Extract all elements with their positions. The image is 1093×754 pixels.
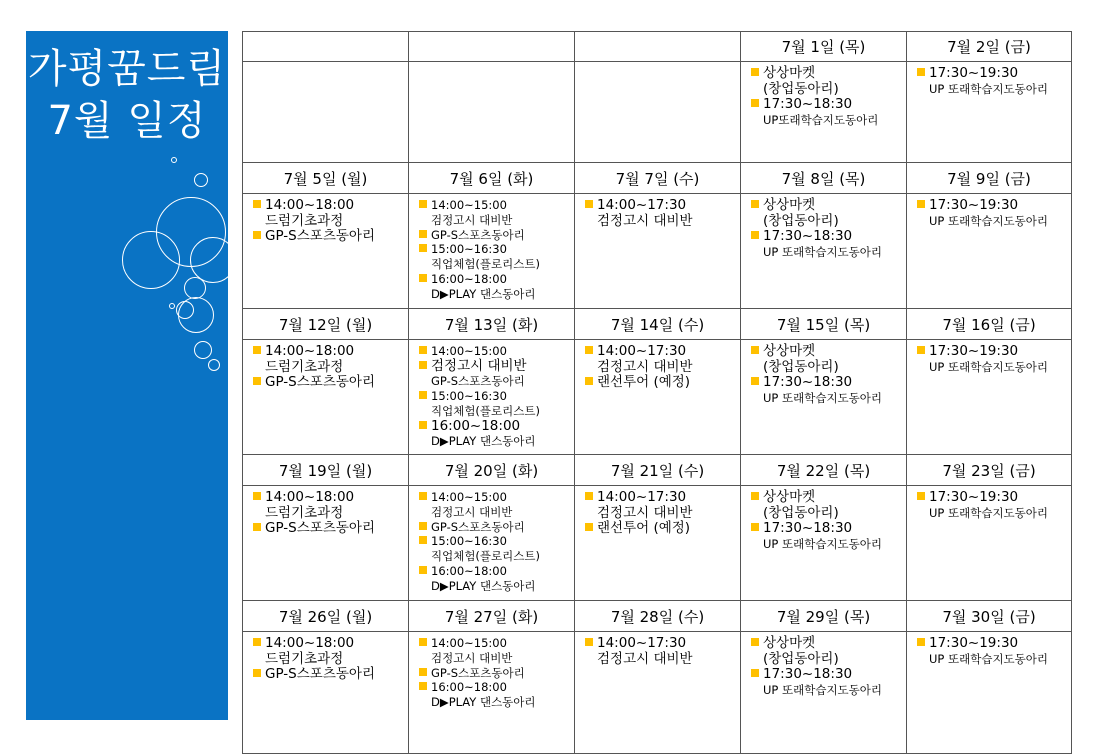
bullet-square-icon	[253, 638, 261, 646]
day-entries	[243, 340, 408, 391]
schedule-entry	[585, 214, 734, 230]
day-header-thu: 7월 1일 (목)	[741, 32, 907, 62]
day-header-wed	[575, 32, 741, 62]
bullet-square-icon	[253, 231, 261, 239]
schedule-entry	[253, 490, 402, 506]
day-entries	[575, 632, 740, 667]
day-entries	[575, 340, 740, 391]
entry-text: GP-S스포츠동아리	[431, 227, 525, 242]
schedule-entry	[751, 521, 900, 537]
entry-text: 직업체험(플로리스트)	[431, 257, 540, 272]
bullet-square-icon	[253, 200, 261, 208]
schedule-entry	[917, 344, 1065, 360]
schedule-entry	[751, 490, 900, 506]
bullet-square-icon	[419, 566, 427, 574]
bullet-square-icon	[917, 200, 925, 208]
entry-text: 상상마켓	[763, 197, 816, 213]
day-cell-fri	[907, 632, 1072, 754]
schedule-entry	[917, 214, 1065, 229]
bullet-square-icon	[751, 231, 759, 239]
entry-text: 16:00~18:00	[431, 563, 507, 578]
bullet-square-icon	[419, 522, 427, 530]
day-cell-thu	[741, 62, 907, 163]
schedule-entry	[419, 520, 568, 535]
bullet-square-icon	[751, 346, 759, 354]
bubble-decoration	[208, 359, 220, 371]
schedule-entry	[253, 344, 402, 360]
schedule-entry	[253, 521, 402, 537]
schedule-entry	[917, 66, 1065, 82]
day-cell-fri	[907, 486, 1072, 601]
day-header-wed: 7월 14일 (수)	[575, 309, 741, 340]
day-entries	[409, 632, 574, 710]
entry-text: 17:30~18:30	[763, 520, 853, 536]
day-entries	[741, 194, 906, 259]
schedule-entry	[419, 564, 568, 579]
day-entries	[741, 340, 906, 405]
entry-text: 17:30~18:30	[763, 96, 853, 112]
entry-text: GP-S스포츠동아리	[431, 519, 525, 534]
entry-text: 검정고시 대비반	[597, 504, 693, 521]
day-entries	[907, 486, 1071, 520]
entry-text: 17:30~19:30	[929, 343, 1019, 359]
schedule-entry	[751, 198, 900, 214]
bullet-square-icon	[751, 638, 759, 646]
week-header-row	[243, 309, 1072, 340]
title-line-1: 가평꿈드림	[27, 46, 227, 92]
schedule-entry	[917, 636, 1065, 652]
entry-text: 17:30~19:30	[929, 635, 1019, 651]
day-entries	[575, 62, 740, 66]
bullet-square-icon	[751, 200, 759, 208]
entry-text: 14:00~18:00	[265, 197, 355, 213]
bullet-square-icon	[419, 346, 427, 354]
schedule-entry	[917, 198, 1065, 214]
schedule-entry	[751, 537, 900, 552]
day-entries	[243, 632, 408, 683]
day-entries	[741, 486, 906, 551]
schedule-entry	[751, 113, 900, 128]
schedule-entry	[751, 667, 900, 683]
day-cell-mon	[243, 486, 409, 601]
day-header-mon: 7월 5일 (월)	[243, 163, 409, 194]
entry-text: 드럼기초과정	[265, 650, 344, 667]
bullet-square-icon	[419, 244, 427, 252]
schedule-entry	[253, 636, 402, 652]
day-cell-fri	[907, 62, 1072, 163]
schedule-entry	[419, 257, 568, 272]
schedule-entry	[751, 245, 900, 260]
schedule-entry	[751, 229, 900, 245]
entry-text: 14:00~15:00	[431, 198, 507, 212]
schedule-entry	[585, 344, 734, 360]
schedule-entry	[751, 82, 900, 98]
day-entries	[575, 194, 740, 229]
entry-text: 상상마켓	[763, 343, 816, 359]
entry-text: 검정고시 대비반	[597, 650, 693, 667]
day-header-mon: 7월 26일 (월)	[243, 601, 409, 632]
day-header-mon: 7월 12일 (월)	[243, 309, 409, 340]
schedule-entry	[751, 683, 900, 698]
schedule-entry	[751, 375, 900, 391]
entry-text: UP 또래학습지도동아리	[763, 536, 882, 551]
schedule-entry	[917, 360, 1065, 375]
entry-text: D▶PLAY 댄스동아리	[431, 695, 536, 710]
day-cell-thu	[741, 486, 907, 601]
week-content-row	[243, 62, 1072, 163]
week-content-row	[243, 632, 1072, 754]
entry-text: 17:30~18:30	[763, 374, 853, 390]
day-cell-mon	[243, 62, 409, 163]
calendar-table	[242, 31, 1072, 754]
schedule-entry	[585, 521, 734, 537]
schedule-entry	[419, 651, 568, 666]
day-header-fri: 7월 2일 (금)	[907, 32, 1072, 62]
bullet-square-icon	[917, 492, 925, 500]
bullet-square-icon	[253, 523, 261, 531]
entry-text: 상상마켓	[763, 489, 816, 505]
schedule-entry	[419, 374, 568, 389]
entry-text: 14:00~17:30	[597, 343, 687, 359]
day-cell-wed	[575, 486, 741, 601]
entry-text: 14:00~15:00	[431, 344, 507, 358]
schedule-entry	[419, 389, 568, 404]
entry-text: UP또래학습지도동아리	[763, 112, 879, 127]
entry-text: 검정고시 대비반	[431, 357, 527, 374]
day-entries	[907, 632, 1071, 666]
title-panel	[26, 31, 228, 720]
bullet-square-icon	[585, 492, 593, 500]
week-header-row	[243, 32, 1072, 62]
schedule-entry	[253, 652, 402, 668]
entry-text: 15:00~16:30	[431, 242, 507, 257]
schedule-entry	[419, 490, 568, 505]
schedule-entry	[419, 534, 568, 549]
schedule-entry	[751, 214, 900, 230]
day-entries	[741, 62, 906, 127]
day-header-wed: 7월 21일 (수)	[575, 455, 741, 486]
day-header-fri: 7월 30일 (금)	[907, 601, 1072, 632]
day-cell-mon	[243, 340, 409, 455]
entry-text: 드럼기초과정	[265, 212, 344, 229]
schedule-entry	[917, 490, 1065, 506]
day-header-fri: 7월 23일 (금)	[907, 455, 1072, 486]
entry-text: 16:00~18:00	[431, 680, 507, 695]
day-entries	[243, 194, 408, 245]
schedule-entry	[253, 360, 402, 376]
day-header-tue: 7월 20일 (화)	[409, 455, 575, 486]
day-entries	[741, 632, 906, 697]
entry-text: 랜선투어 (예정)	[597, 520, 691, 536]
day-entries	[409, 194, 574, 302]
entry-text: D▶PLAY 댄스동아리	[431, 578, 536, 593]
schedule-entry	[419, 359, 568, 375]
entry-text: 검정고시 대비반	[431, 212, 513, 227]
entry-text: 15:00~16:30	[431, 389, 507, 404]
schedule-entry	[751, 97, 900, 113]
bubble-decoration	[178, 297, 214, 333]
schedule-entry	[419, 242, 568, 257]
day-header-thu: 7월 15일 (목)	[741, 309, 907, 340]
schedule-entry	[585, 198, 734, 214]
entry-text: GP-S스포츠동아리	[265, 520, 375, 536]
entry-text: 검정고시 대비반	[431, 504, 513, 519]
schedule-entry	[585, 375, 734, 391]
schedule-entry	[585, 636, 734, 652]
schedule-entry	[419, 505, 568, 520]
schedule-entry	[751, 344, 900, 360]
entry-text: (창업동아리)	[763, 212, 839, 229]
entry-text: (창업동아리)	[763, 358, 839, 375]
schedule-entry	[419, 272, 568, 287]
bullet-square-icon	[917, 638, 925, 646]
bullet-square-icon	[751, 68, 759, 76]
entry-text: 14:00~17:30	[597, 489, 687, 505]
bullet-square-icon	[751, 99, 759, 107]
day-entries	[243, 486, 408, 537]
entry-text: 17:30~18:30	[763, 228, 853, 244]
bullet-square-icon	[419, 536, 427, 544]
bullet-square-icon	[585, 200, 593, 208]
entry-text: 직업체험(플로리스트)	[431, 403, 540, 418]
bullet-square-icon	[253, 492, 261, 500]
day-cell-wed	[575, 340, 741, 455]
bullet-square-icon	[419, 421, 427, 429]
bubble-decoration	[194, 341, 212, 359]
entry-text: 14:00~18:00	[265, 635, 355, 651]
entry-text: 검정고시 대비반	[597, 358, 693, 375]
day-entries	[907, 62, 1071, 96]
day-cell-wed	[575, 62, 741, 163]
day-cell-tue	[409, 632, 575, 754]
schedule-entry	[419, 695, 568, 710]
schedule-entry	[419, 404, 568, 419]
entry-text: (창업동아리)	[763, 504, 839, 521]
entry-text: UP 또래학습지도동아리	[929, 505, 1048, 520]
entry-text: UP 또래학습지도동아리	[929, 651, 1048, 666]
day-cell-thu	[741, 194, 907, 309]
entry-text: GP-S스포츠동아리	[265, 374, 375, 390]
schedule-entry	[419, 434, 568, 449]
day-cell-mon	[243, 632, 409, 754]
bullet-square-icon	[751, 377, 759, 385]
schedule-entry	[253, 506, 402, 522]
schedule-entry	[419, 419, 568, 435]
week-content-row	[243, 486, 1072, 601]
schedule-entry	[419, 228, 568, 243]
entry-text: 상상마켓	[763, 635, 816, 651]
day-header-fri: 7월 9일 (금)	[907, 163, 1072, 194]
day-header-mon	[243, 32, 409, 62]
entry-text: 직업체험(플로리스트)	[431, 549, 540, 564]
entry-text: 14:00~18:00	[265, 343, 355, 359]
schedule-entry	[419, 287, 568, 302]
entry-text: GP-S스포츠동아리	[265, 228, 375, 244]
day-entries	[907, 340, 1071, 374]
bubble-decoration	[171, 157, 177, 163]
entry-text: GP-S스포츠동아리	[431, 374, 525, 389]
bullet-square-icon	[419, 492, 427, 500]
bullet-square-icon	[419, 274, 427, 282]
entry-text: GP-S스포츠동아리	[265, 666, 375, 682]
schedule-entry	[751, 506, 900, 522]
schedule-entry	[751, 66, 900, 82]
bubble-decoration	[184, 277, 206, 299]
schedule-entry	[419, 213, 568, 228]
schedule-entry	[253, 375, 402, 391]
schedule-entry	[751, 360, 900, 376]
entry-text: 상상마켓	[763, 65, 816, 81]
day-header-mon: 7월 19일 (월)	[243, 455, 409, 486]
bubble-decoration	[169, 303, 175, 309]
entry-text: 16:00~18:00	[431, 417, 521, 434]
day-header-tue: 7월 13일 (화)	[409, 309, 575, 340]
bullet-square-icon	[585, 346, 593, 354]
bullet-square-icon	[917, 346, 925, 354]
schedule-entry	[419, 579, 568, 594]
schedule-entry	[419, 198, 568, 213]
week-header-row	[243, 455, 1072, 486]
entry-text: UP 또래학습지도동아리	[763, 390, 882, 405]
page-title	[26, 43, 228, 147]
entry-text: 드럼기초과정	[265, 358, 344, 375]
schedule-entry	[751, 391, 900, 406]
schedule-entry	[917, 652, 1065, 667]
entry-text: 14:00~17:30	[597, 635, 687, 651]
bullet-square-icon	[253, 377, 261, 385]
day-header-tue: 7월 27일 (화)	[409, 601, 575, 632]
entry-text: D▶PLAY 댄스동아리	[431, 286, 536, 301]
bullet-square-icon	[253, 669, 261, 677]
day-cell-tue	[409, 486, 575, 601]
bullet-square-icon	[585, 638, 593, 646]
schedule-entry	[585, 652, 734, 668]
schedule-entry	[253, 229, 402, 245]
entry-text: 드럼기초과정	[265, 504, 344, 521]
schedule-entry	[751, 652, 900, 668]
schedule-entry	[253, 667, 402, 683]
day-cell-thu	[741, 340, 907, 455]
day-cell-thu	[741, 632, 907, 754]
schedule-entry	[253, 214, 402, 230]
week-header-row	[243, 163, 1072, 194]
entry-text: UP 또래학습지도동아리	[763, 244, 882, 259]
bullet-square-icon	[419, 668, 427, 676]
schedule-entry	[585, 506, 734, 522]
schedule-entry	[419, 549, 568, 564]
day-cell-mon	[243, 194, 409, 309]
bullet-square-icon	[419, 391, 427, 399]
day-header-fri: 7월 16일 (금)	[907, 309, 1072, 340]
day-cell-wed	[575, 194, 741, 309]
entry-text: 검정고시 대비반	[431, 650, 513, 665]
day-cell-tue	[409, 62, 575, 163]
bullet-square-icon	[751, 492, 759, 500]
bullet-square-icon	[585, 377, 593, 385]
day-entries	[409, 62, 574, 66]
schedule-entry	[419, 636, 568, 651]
bullet-square-icon	[751, 669, 759, 677]
day-header-thu: 7월 22일 (목)	[741, 455, 907, 486]
schedule-entry	[585, 490, 734, 506]
week-header-row	[243, 601, 1072, 632]
bullet-square-icon	[253, 346, 261, 354]
bullet-square-icon	[419, 361, 427, 369]
title-line-2: 7월 일정	[47, 98, 207, 144]
entry-text: 14:00~15:00	[431, 490, 507, 504]
entry-text: 14:00~18:00	[265, 489, 355, 505]
day-entries	[409, 486, 574, 594]
entry-text: GP-S스포츠동아리	[431, 665, 525, 680]
bubble-decoration	[194, 173, 208, 187]
entry-text: 14:00~15:00	[431, 636, 507, 650]
entry-text: UP 또래학습지도동아리	[929, 81, 1048, 96]
day-header-thu: 7월 29일 (목)	[741, 601, 907, 632]
day-header-thu: 7월 8일 (목)	[741, 163, 907, 194]
day-entries	[907, 194, 1071, 228]
entry-text: 16:00~18:00	[431, 271, 507, 286]
bullet-square-icon	[419, 638, 427, 646]
schedule-entry	[917, 82, 1065, 97]
entry-text: D▶PLAY 댄스동아리	[431, 434, 536, 449]
entry-text: 15:00~16:30	[431, 534, 507, 549]
day-cell-tue	[409, 340, 575, 455]
entry-text: UP 또래학습지도동아리	[929, 359, 1048, 374]
day-cell-tue	[409, 194, 575, 309]
entry-text: 17:30~19:30	[929, 489, 1019, 505]
schedule-entry	[419, 666, 568, 681]
bullet-square-icon	[585, 523, 593, 531]
entry-text: 17:30~19:30	[929, 65, 1019, 81]
bullet-square-icon	[419, 682, 427, 690]
day-header-tue	[409, 32, 575, 62]
day-header-tue: 7월 6일 (화)	[409, 163, 575, 194]
bullet-square-icon	[419, 200, 427, 208]
entry-text: 14:00~17:30	[597, 197, 687, 213]
bullet-square-icon	[419, 230, 427, 238]
bubble-decoration	[122, 231, 180, 289]
bullet-square-icon	[751, 523, 759, 531]
schedule-entry	[751, 636, 900, 652]
day-entries	[575, 486, 740, 537]
entry-text: UP 또래학습지도동아리	[929, 213, 1048, 228]
schedule-entry	[419, 680, 568, 695]
entry-text: 17:30~19:30	[929, 197, 1019, 213]
day-cell-wed	[575, 632, 741, 754]
schedule-entry	[585, 360, 734, 376]
entry-text: UP 또래학습지도동아리	[763, 682, 882, 697]
day-cell-fri	[907, 194, 1072, 309]
entry-text: 랜선투어 (예정)	[597, 374, 691, 390]
entry-text: (창업동아리)	[763, 650, 839, 667]
week-content-row	[243, 194, 1072, 309]
day-entries	[243, 62, 408, 66]
schedule-entry	[917, 506, 1065, 521]
day-entries	[409, 340, 574, 449]
day-cell-fri	[907, 340, 1072, 455]
day-header-wed: 7월 28일 (수)	[575, 601, 741, 632]
entry-text: 검정고시 대비반	[597, 212, 693, 229]
day-header-wed: 7월 7일 (수)	[575, 163, 741, 194]
entry-text: 17:30~18:30	[763, 666, 853, 682]
schedule-entry	[419, 344, 568, 359]
week-content-row	[243, 340, 1072, 455]
entry-text: (창업동아리)	[763, 80, 839, 97]
bullet-square-icon	[917, 68, 925, 76]
schedule-entry	[253, 198, 402, 214]
